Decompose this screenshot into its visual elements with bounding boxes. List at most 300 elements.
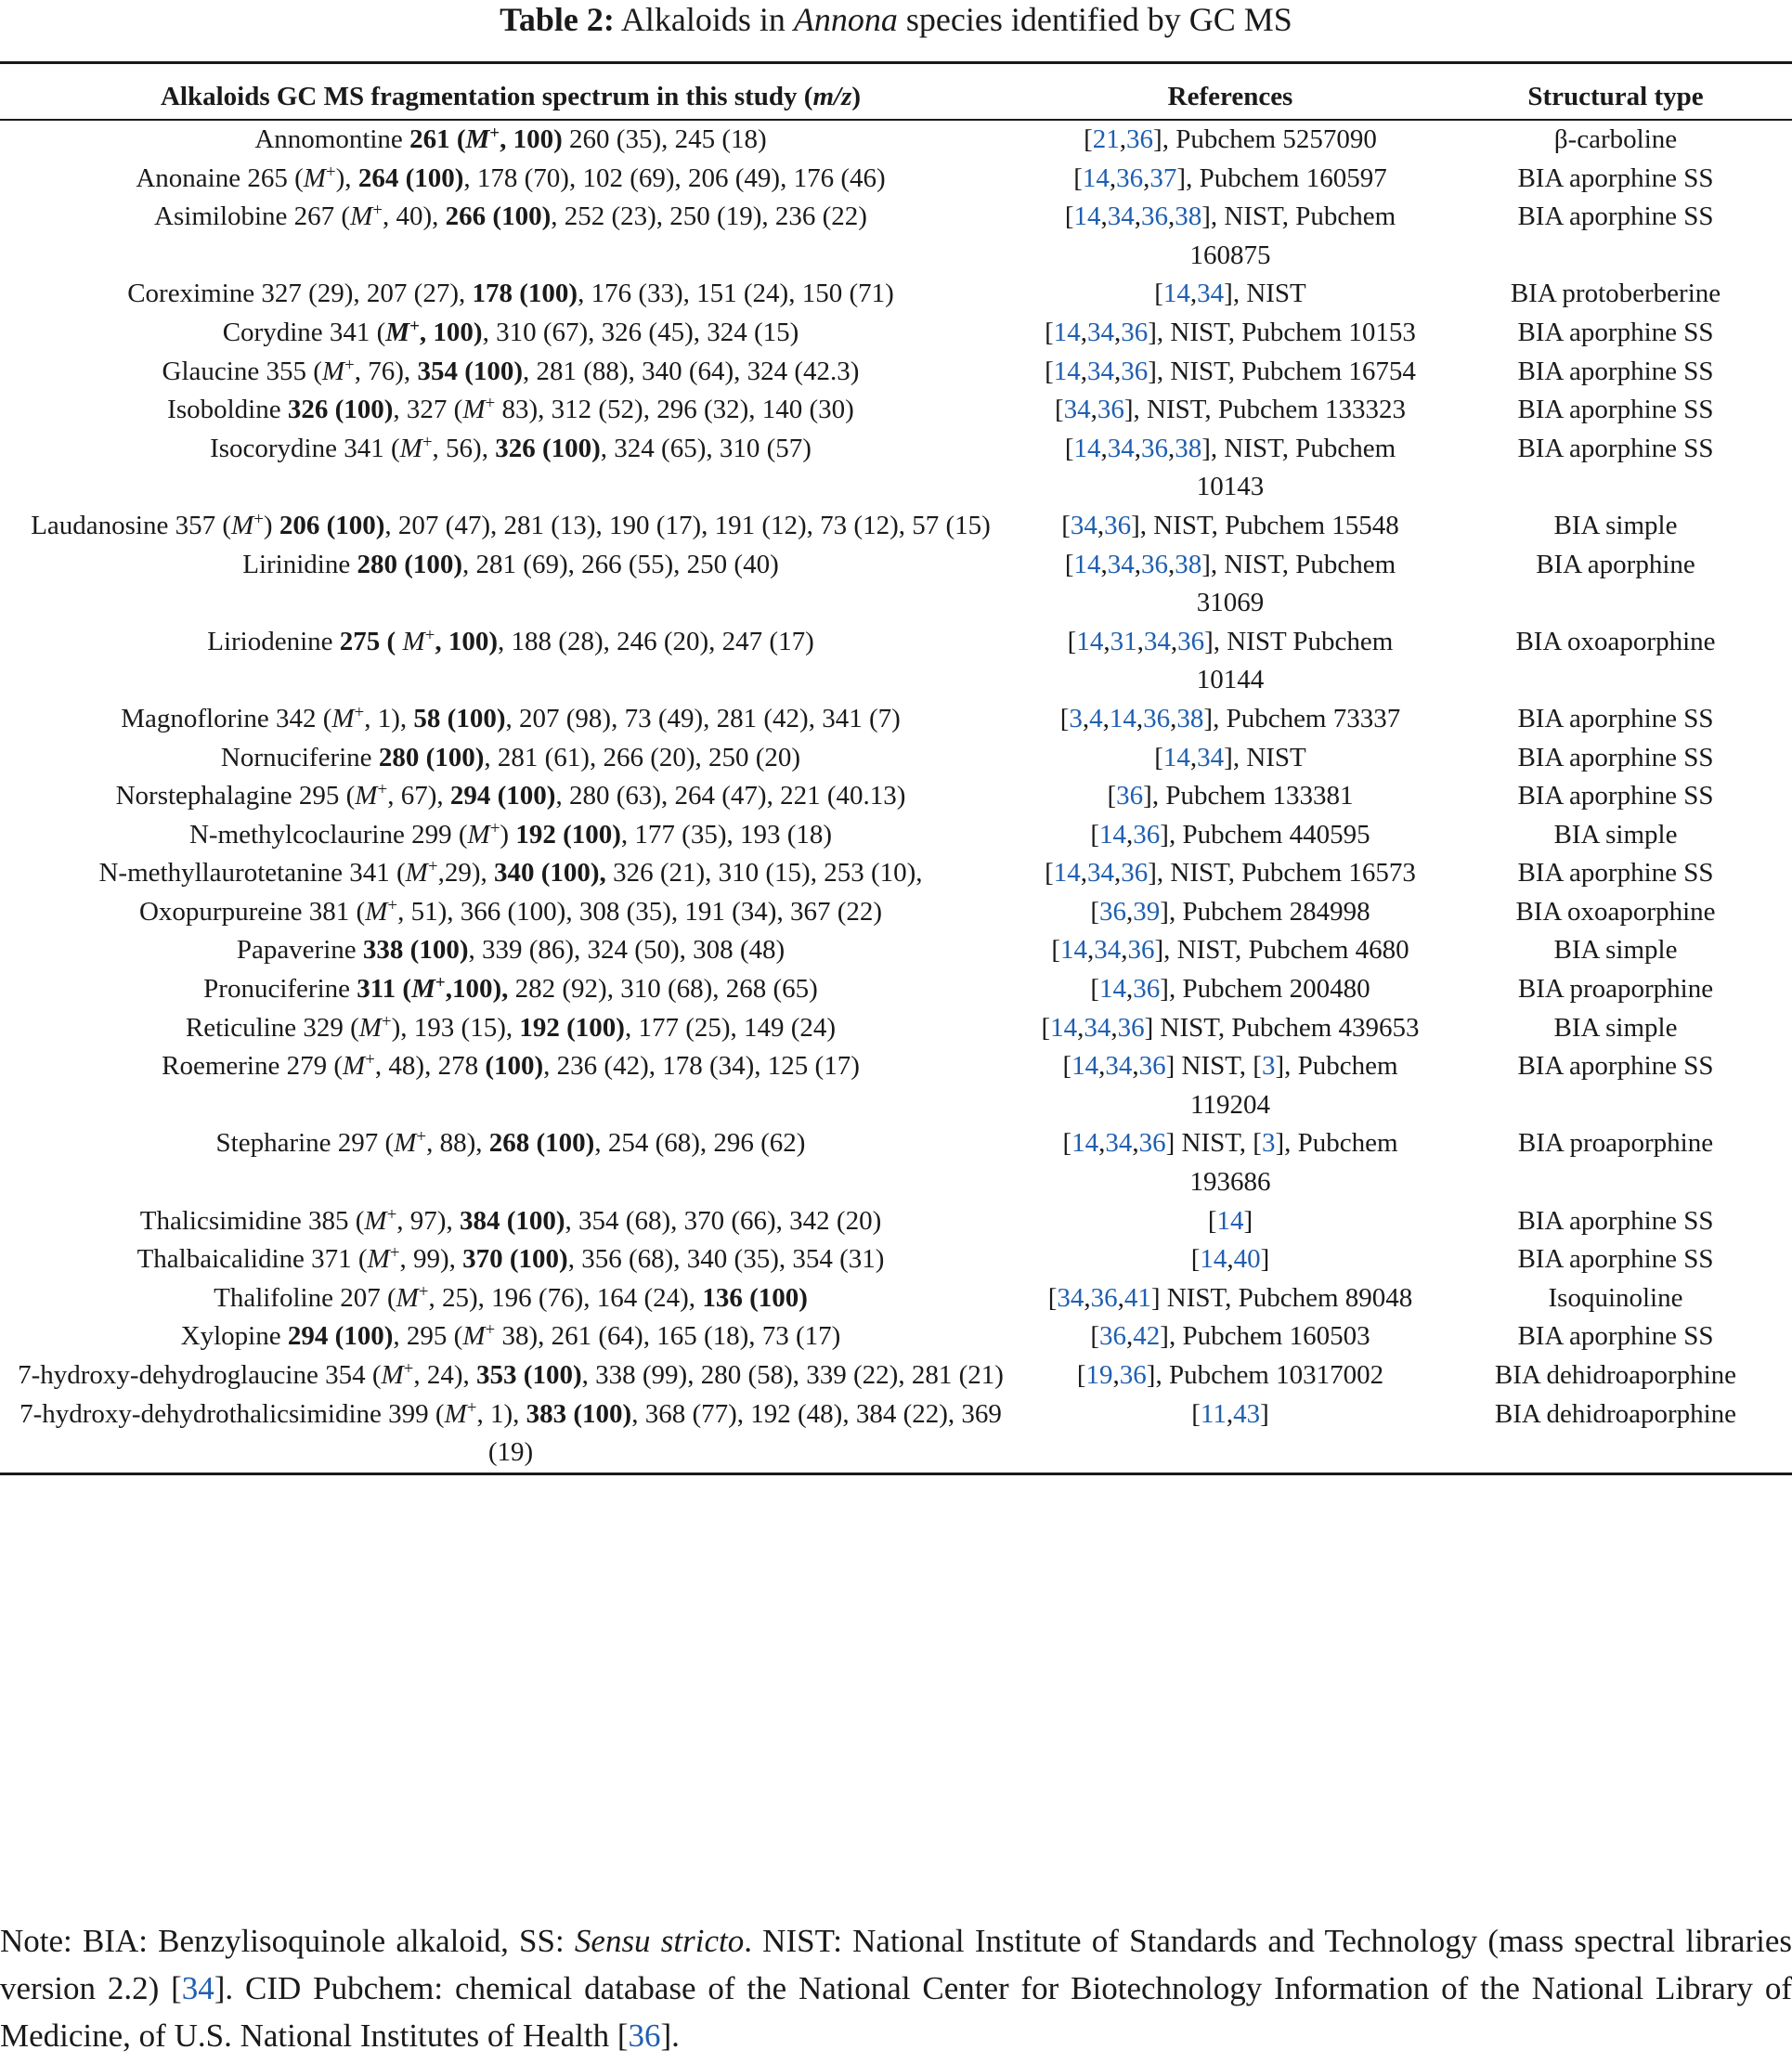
text-run: [ [1084,124,1093,154]
cell-references [1021,430,1439,507]
text-run: Stepharine 297 ( [215,1128,395,1159]
reference-link[interactable]: 31 [1110,626,1137,656]
text-run: , [1100,433,1108,463]
text-run: ], NIST Pubchem 10144 [1196,626,1394,695]
reference-link[interactable]: 14 [1053,858,1081,889]
text-run: N-methylcoclaurine 299 ( [188,819,468,850]
cell-spectrum [0,931,1021,970]
cell-references [1021,1356,1439,1395]
reference-link[interactable]: 14 [1053,356,1081,386]
text-run: , 76), [354,356,418,386]
reference-link[interactable]: 36 [1099,896,1127,927]
text-run: Thalicsimidine 385 ( [139,1205,365,1236]
cell-references [1021,507,1439,546]
text-run: ] [1243,1205,1253,1236]
reference-link[interactable]: 14 [1076,626,1104,656]
text-run: , 356 (68), 340 (35), 354 (31) [567,1244,885,1275]
text-run: ], Pubchem 440595 [1160,819,1370,850]
reference-link[interactable]: 38 [1176,703,1204,733]
text-run: , 207 (47), 281 (13), 190 (17), 191 (12), 73 (12), 57 (15) [384,510,991,540]
cell-references [1021,546,1439,623]
text-run: ] NIST, Pubchem 89048 [1150,1282,1413,1313]
text-run: , [1077,1012,1084,1043]
text-run: Oxopurpureine 381 ( [138,896,366,927]
cell-references [1021,893,1439,932]
reference-link[interactable]: 14 [1109,703,1136,733]
text-run: , [1100,549,1108,579]
reference-link[interactable]: 40 [1233,1244,1261,1275]
reference-link[interactable]: 14 [1071,1051,1099,1082]
cell-references [1021,739,1439,778]
table-body [0,120,1792,1473]
reference-link[interactable]: 36 [1116,162,1144,193]
text-run: , [1114,317,1122,347]
cell-spectrum [0,391,1021,430]
text-run: , 281 (61), 266 (20), 250 (20) [484,742,801,772]
text-run: , 280 (63), 264 (47), 221 (40.13) [555,781,906,811]
reference-link[interactable]: 41 [1123,1282,1151,1313]
text-run: 326 (100) [287,395,394,425]
reference-link[interactable]: 14 [1073,433,1101,463]
cell-spectrum [0,1240,1021,1279]
superscript: + [416,1127,427,1148]
text-run: 192 (100) [515,819,621,850]
text-run: ], NIST, Pubchem 15548 [1131,510,1399,540]
text-run: , [1112,1360,1120,1390]
text-run: [ [1054,395,1064,425]
cell-structural-type: BIA aporphine SS [1517,317,1714,347]
text-run: , 67), [387,781,450,811]
text-run: ], NIST, Pubchem 160875 [1189,201,1396,270]
superscript: + [403,1359,414,1379]
cell-spectrum [0,314,1021,353]
reference-link[interactable]: 39 [1133,896,1161,927]
cell-references [1021,777,1439,816]
cell-references [1021,275,1439,314]
reference-link[interactable]: 34 [1107,549,1135,579]
text-run: , 281 (69), 266 (55), 250 (40) [462,549,779,579]
text-run: ], Pubchem 284998 [1160,896,1370,927]
header-text: Alkaloids GC MS fragmentation spectrum in this study ( [160,81,813,111]
text-run: , 324 (65), 310 (57) [600,433,812,463]
text-run: 261 ( [409,124,466,154]
text-run: , 236 (42), 178 (34), 125 (17) [543,1051,860,1082]
reference-link[interactable]: 36 [1121,317,1149,347]
text-run: 206 (100) [279,510,385,540]
italic-text: M [465,124,490,154]
text-run: ] NIST, Pubchem 439653 [1144,1012,1420,1043]
text-run: , 207 (98), 73 (49), 281 (42), 341 (7) [505,703,901,733]
cell-references [1021,1047,1439,1124]
cell-structural-type: BIA dehidroaporphine [1494,1398,1737,1429]
reference-link[interactable]: 36 [1121,858,1149,889]
text-run: Corydine 341 ( [222,317,386,347]
table-row [0,120,1792,160]
cell-spectrum [0,198,1021,275]
caption-text-after: species identified by GC MS [897,1,1292,38]
text-run: Coreximine 327 (29), 207 (27), [127,279,473,309]
table-row [0,546,1792,623]
cell-structural-type: BIA simple [1553,510,1678,540]
text-run: 260 (35), 245 (18) [562,124,767,154]
reference-link[interactable]: 19 [1085,1360,1113,1390]
caption-text-before: Alkaloids in [614,1,794,38]
text-run: ,29), [437,858,494,889]
superscript: + [485,1320,496,1341]
reference-link[interactable]: 21 [1092,124,1120,154]
text-run: 354 (100) [417,356,524,386]
text-run: Reticuline 329 ( [185,1012,359,1043]
superscript: + [344,355,355,375]
italic-text: M [444,1398,467,1429]
text-run: , [1168,549,1175,579]
text-run: , [1117,1282,1124,1313]
text-run: Note: BIA: Benzylisoquinole alkaloid, SS: [0,1923,575,1959]
text-run: 264 (100) [357,162,464,193]
reference-link[interactable]: 34 [1143,626,1171,656]
text-run: , [1098,1051,1106,1082]
reference-link[interactable]: 34 [1070,510,1097,540]
reference-link[interactable]: 36 [1138,1128,1166,1159]
text-run: [ [1041,1012,1051,1043]
italic-text: M [405,858,428,889]
text-run: , [1084,1282,1091,1313]
text-run: , 295 ( [393,1321,463,1352]
reference-link[interactable]: 38 [1175,433,1202,463]
reference-link[interactable]: 36 [1141,549,1169,579]
reference-link[interactable]: 34 [1057,1282,1084,1313]
reference-link[interactable]: 36 [1117,1012,1145,1043]
cell-spectrum [0,623,1021,700]
italic-text: M [462,395,486,425]
text-run: ), [335,162,358,193]
superscript: + [485,394,496,414]
text-run: , 100) [419,317,483,347]
reference-link[interactable]: 14 [1071,1128,1099,1159]
cell-references [1021,1124,1439,1201]
reference-link[interactable]: 34 [1197,279,1225,309]
reference-link[interactable]: 34 [181,1970,214,2006]
table-row [0,1279,1792,1318]
cell-structural-type: BIA aporphine SS [1517,395,1714,425]
cell-structural-type: BIA simple [1553,819,1678,850]
text-run: ], NIST, Pubchem 4680 [1154,935,1409,966]
cell-structural-type: BIA dehidroaporphine [1494,1360,1737,1390]
text-run: , [1114,356,1122,386]
reference-link[interactable]: 34 [1087,356,1115,386]
reference-link[interactable]: 14 [1162,742,1190,772]
text-run: , [1121,935,1128,966]
reference-link[interactable]: 36 [1116,781,1144,811]
text-run: Liriodenine [207,626,340,656]
table-row [0,739,1792,778]
table-row [0,777,1792,816]
reference-link[interactable]: 14 [1073,549,1101,579]
text-run: 192 (100) [519,1012,625,1043]
superscript: + [253,509,264,529]
reference-link[interactable]: 36 [1141,433,1169,463]
italic-text: M [231,510,254,540]
reference-link[interactable]: 43 [1233,1398,1261,1429]
cell-spectrum [0,777,1021,816]
text-run: , 177 (25), 149 (24) [624,1012,837,1043]
cell-references [1021,623,1439,700]
text-run: ] [1260,1244,1270,1275]
cell-structural-type: BIA aporphine SS [1517,1205,1714,1236]
table-row [0,854,1792,893]
text-run: , [1082,703,1090,733]
reference-link[interactable]: 34 [1087,858,1115,889]
reference-link[interactable]: 38 [1175,549,1202,579]
text-run: , 254 (68), 296 (62) [594,1128,806,1159]
superscript: + [424,625,435,645]
text-run: , [1134,433,1142,463]
cell-structural-type: BIA aporphine SS [1517,858,1714,889]
superscript: + [409,316,420,336]
reference-link[interactable]: 14 [1200,1244,1227,1275]
superscript: + [387,895,398,915]
text-run: 326 (21), 310 (15), 253 (10), [605,858,923,889]
reference-link[interactable]: 3 [1261,1051,1276,1082]
table-row [0,1202,1792,1241]
cell-references [1021,1279,1439,1318]
reference-link[interactable]: 14 [1050,1012,1078,1043]
table-row [0,198,1792,275]
cell-structural-type: β-carboline [1553,124,1678,154]
reference-link[interactable]: 3 [1261,1128,1276,1159]
caption-genus: Annona [793,1,898,38]
text-run: , [1168,201,1175,232]
text-run: [ [1154,742,1163,772]
cell-structural-type: BIA aporphine SS [1517,433,1714,463]
cell-structural-type: BIA aporphine SS [1517,1051,1714,1082]
cell-spectrum [0,1202,1021,1241]
text-run: 340 (100), [493,858,606,889]
text-run: , [1098,1128,1106,1159]
reference-link[interactable]: 36 [1097,395,1124,425]
reference-link[interactable]: 34 [1107,201,1135,232]
text-run: , 1), [364,703,414,733]
text-run: 7-hydroxy-dehydrothalicsimidine 399 ( [19,1398,445,1429]
text-run: 266 (100) [445,201,552,232]
text-run: Lirinidine [242,549,357,579]
cell-structural-type: BIA aporphine SS [1517,781,1714,811]
reference-link[interactable]: 36 [1090,1282,1118,1313]
reference-link[interactable]: 34 [1105,1051,1133,1082]
text-run: 294 (100) [449,781,556,811]
text-run: ] [1260,1398,1269,1429]
reference-link[interactable]: 14 [1073,201,1101,232]
table-row [0,893,1792,932]
text-run: , 97), [396,1205,460,1236]
text-run: [ [1090,974,1100,1005]
text-run: , [1080,317,1088,347]
cell-references [1021,700,1439,739]
reference-link[interactable]: 34 [1107,433,1135,463]
text-run: [ [1076,1360,1086,1390]
text-run: , [1110,1012,1118,1043]
reference-link[interactable]: 36 [1099,1321,1127,1352]
reference-link[interactable]: 36 [1143,703,1171,733]
text-run: Anonaine 265 ( [136,162,304,193]
text-run: [ [1090,896,1100,927]
text-run: , 56), [432,433,496,463]
text-run: , [1114,858,1122,889]
reference-link[interactable]: 42 [1133,1321,1161,1352]
text-run: , [1097,510,1105,540]
cell-spectrum [0,353,1021,392]
text-run: 384 (100) [459,1205,565,1236]
text-run: , [1227,1244,1234,1275]
cell-spectrum [0,1047,1021,1124]
text-run: , [1226,1398,1234,1429]
cell-references [1021,120,1439,160]
text-run: ], Pubchem 10317002 [1146,1360,1384,1390]
italic-text: M [358,1012,382,1043]
reference-link[interactable]: 14 [1162,279,1190,309]
reference-link[interactable]: 34 [1094,935,1122,966]
reference-link[interactable]: 4 [1089,703,1103,733]
reference-link[interactable]: 36 [1121,356,1149,386]
text-run: , 368 (77), 192 (48), 384 (22), 369 (19) [487,1398,1002,1468]
cell-spectrum [0,120,1021,160]
text-run: [ [1090,1321,1100,1352]
text-run: ], NIST, Pubchem 16754 [1148,356,1416,386]
text-run: 338 (100) [362,935,469,966]
text-run: [ [1051,935,1061,966]
cell-structural-type: BIA aporphine SS [1517,356,1714,386]
text-run: ], Pubchem 200480 [1160,974,1370,1005]
reference-link[interactable]: 34 [1105,1128,1133,1159]
cell-references [1021,198,1439,275]
cell-structural-type: BIA proaporphine [1517,974,1714,1005]
reference-link[interactable]: 14 [1082,162,1110,193]
text-run: ], Pubchem 119204 [1190,1051,1398,1120]
superscript: + [365,1050,375,1070]
table-row [0,1317,1792,1356]
reference-link[interactable]: 36 [1133,819,1161,850]
table-header-row [0,63,1792,121]
cell-structural-type: BIA aporphine SS [1517,162,1714,193]
text-run: [ [1064,549,1074,579]
text-run: , [1189,742,1198,772]
reference-link[interactable]: 14 [1099,819,1127,850]
reference-link[interactable]: 34 [1063,395,1091,425]
text-run: 58 (100) [413,703,506,733]
text-run: , 48), 278 [374,1051,486,1082]
text-run: , 281 (88), 340 (64), 324 (42.3) [523,356,860,386]
text-run: ] NIST, [ [1165,1051,1262,1082]
text-run: , [1109,162,1117,193]
cell-references [1021,854,1439,893]
text-run: ) [500,819,516,850]
reference-link[interactable]: 37 [1149,162,1177,193]
reference-link[interactable]: 11 [1200,1398,1227,1429]
text-run: Isocorydine 341 ( [210,433,400,463]
text-run: ), 193 (15), [391,1012,520,1043]
reference-link[interactable]: 36 [1133,974,1161,1005]
text-run: ], NIST, Pubchem 31069 [1196,549,1396,618]
cell-structural-type: BIA aporphine SS [1517,1321,1714,1352]
reference-link[interactable]: 14 [1053,317,1081,347]
reference-link[interactable]: 34 [1087,317,1115,347]
table-row [0,623,1792,700]
reference-link[interactable]: 3 [1069,703,1083,733]
text-run: ], NIST, Pubchem 16573 [1148,858,1416,889]
reference-link[interactable]: 36 [1104,510,1132,540]
cell-spectrum [0,1124,1021,1201]
superscript: + [422,432,433,452]
table-row [0,275,1792,314]
reference-link[interactable]: 14 [1099,974,1127,1005]
reference-link[interactable]: 34 [1084,1012,1111,1043]
reference-link[interactable]: 14 [1216,1205,1244,1236]
table-row [0,1356,1792,1395]
text-run: 383 (100) [526,1398,632,1429]
header-structural-type: Structural type [1527,81,1704,111]
reference-link[interactable]: 34 [1197,742,1225,772]
text-run: ] NIST, [ [1165,1128,1262,1159]
text-run: Pronuciferine [203,974,357,1005]
table-row [0,816,1792,855]
text-run: [ [1064,201,1074,232]
text-run: , [1136,703,1144,733]
text-run: 38), 261 (64), 165 (18), 73 (17) [495,1321,841,1352]
cell-references [1021,1240,1439,1279]
cell-structural-type: BIA oxoaporphine [1515,896,1716,927]
text-run: , 354 (68), 370 (66), 342 (20) [565,1205,882,1236]
text-run: Xylopine [180,1321,288,1352]
italic-text: M [365,896,388,927]
italic-text: M [303,162,326,193]
text-run: ], Pubchem 160503 [1160,1321,1370,1352]
table-row [0,391,1792,430]
cell-references [1021,314,1439,353]
text-run: Roemerine 279 ( [162,1051,344,1082]
text-run: [ [1045,317,1054,347]
text-run: ) [263,510,279,540]
text-run: , [1126,896,1134,927]
superscript: + [372,201,383,221]
reference-link[interactable]: 36 [1119,1360,1147,1390]
text-run: 353 (100) [476,1360,582,1390]
reference-link[interactable]: 36 [1126,124,1154,154]
reference-link[interactable]: 36 [1127,935,1155,966]
reference-link[interactable]: 14 [1060,935,1088,966]
text-run: Norstephalagine 295 ( [115,781,356,811]
reference-link[interactable]: 36 [1177,626,1205,656]
text-run: ,100), [445,974,509,1005]
reference-link[interactable]: 36 [628,2018,661,2054]
cell-references [1021,1009,1439,1048]
table-note [0,1917,1792,2059]
text-run: [ [1045,858,1054,889]
text-run: , [1170,703,1177,733]
text-run: [ [1154,279,1163,309]
reference-link[interactable]: 36 [1138,1051,1166,1082]
italic-text: M [381,1360,404,1390]
caption-label: Table 2: [500,1,615,38]
superscript: + [427,857,438,877]
reference-link[interactable]: 36 [1141,201,1169,232]
text-run: 311 ( [357,974,412,1005]
text-run: 370 (100) [462,1244,568,1275]
reference-link[interactable]: 38 [1175,201,1202,232]
text-run: , [1189,279,1198,309]
text-run: [ [1190,1244,1201,1275]
italic-text: M [355,781,378,811]
text-run: [ [1064,433,1074,463]
